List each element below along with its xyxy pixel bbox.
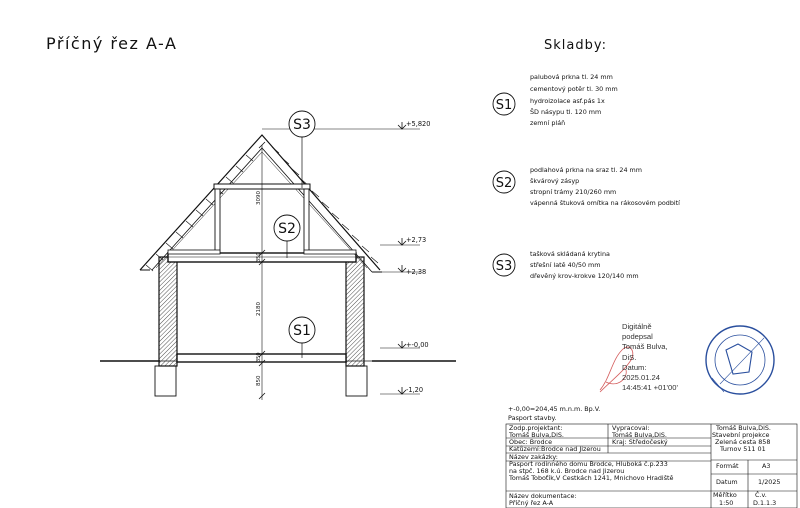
tb-kraj: Kraj: Středočeský — [612, 438, 668, 446]
signature-line-5: Datum: — [622, 362, 647, 372]
layer-s2-line-3: stropní trámy 210/260 mm — [530, 188, 617, 196]
marker-label-s1: S1 — [293, 323, 311, 339]
signature-line-7: 14:45:41 +01'00' — [622, 383, 678, 393]
level-foundation: -1,20 — [406, 386, 424, 394]
tb-zakazka-line-1: Pasport rodinného domu Brodce, Hluboká č.p.233 — [509, 460, 668, 468]
tb-company-line-4: Turnov 511 01 — [720, 445, 766, 453]
level-attic-floor: +2,38 — [406, 268, 427, 276]
dim-floor-height: 2180 — [256, 302, 262, 316]
wall-right — [346, 257, 364, 366]
layer-s2-line-4: vápenná štuková omítka na rákosovém podbití — [530, 199, 680, 207]
tb-zodp-value: Tomáš Bulva,DiS. — [509, 431, 564, 439]
foundation-left — [155, 366, 176, 396]
tb-zakazka-line-2: na stpč. 168 k.ú. Brodce nad Jizerou — [509, 467, 625, 475]
dim-floor-thickness: 350 — [256, 352, 262, 362]
strut-right — [304, 250, 356, 254]
layer-s3-line-1: tašková skládaná krytina — [530, 250, 610, 258]
dim-attic: 3090 — [256, 191, 262, 205]
tb-format-value: A3 — [762, 462, 771, 470]
layer-label-s1: S1 — [495, 98, 513, 113]
marker-label-s2: S2 — [278, 221, 296, 237]
layer-s1-line-1: palubová prkna tl. 24 mm — [530, 73, 613, 81]
layer-s1-line-3: hydroizolace asf.pás 1x — [530, 97, 605, 105]
layers-heading: Skladby: — [544, 38, 607, 53]
layer-s3-line-3: dřevěný krov-krokve 120/140 mm — [530, 272, 639, 280]
digital-signature — [622, 322, 678, 393]
tb-obec: Obec: Brodce — [509, 438, 552, 446]
layer-s2-line-1: podlahová prkna na sraz tl. 24 mm — [530, 166, 643, 174]
level-ground: +-0,00 — [406, 341, 429, 349]
drawing-title: Příčný řez A-A — [46, 34, 178, 53]
tb-zakazka-label: Název zakázky: — [509, 453, 558, 461]
signature-line-2: podepsal — [622, 332, 653, 342]
layer-s1-line-5: zemní pláň — [530, 119, 566, 127]
layer-s1-line-2: cementový potěr tl. 30 mm — [530, 85, 618, 93]
layer-label-s2: S2 — [495, 176, 513, 191]
tb-cislo-label: Č.v. — [755, 491, 767, 499]
signature-line-1: Digitálně — [622, 322, 652, 331]
level-attic-top: +2,73 — [406, 236, 427, 244]
layer-s2-line-2: škvárový zásyp — [530, 177, 580, 185]
strut-left — [168, 250, 220, 254]
signature-line-3: Tomáš Bulva, — [622, 342, 668, 352]
tb-company-line-3: Zelená cesta 858 — [715, 438, 771, 446]
post-right — [304, 189, 309, 253]
post-left — [215, 189, 220, 253]
signature-line-6: 2025.01.24 — [622, 373, 661, 383]
marker-label-s3: S3 — [293, 117, 311, 133]
tb-vypracoval-value: Tomáš Bulva,DiS. — [612, 431, 667, 439]
tb-dokumentace-value: Příčný řez A-A — [509, 499, 554, 507]
tb-cislo-value: D.1.1.3 — [753, 499, 777, 507]
tb-meritko-value: 1:50 — [719, 499, 734, 507]
tb-company-line-2: Stavební projekce — [712, 431, 770, 439]
tb-datum-label: Datum — [716, 478, 738, 486]
tb-katastr: Katůzemí:Brodce nad Jizerou — [509, 445, 601, 453]
layer-s1-line-4: ŠD násypu tl. 120 mm — [530, 108, 602, 116]
tb-vypracoval-label: Vypracoval: — [612, 424, 650, 432]
wall-left — [159, 257, 177, 366]
tb-zakazka-line-3: Tomáš Toboťík,V Cestkách 1241, Mnichovo Hradiště — [509, 474, 674, 482]
dim-foundation: 850 — [256, 375, 262, 386]
tb-datum-value: 1/2025 — [758, 478, 781, 486]
level-ridge: +5,820 — [406, 120, 431, 128]
tb-zodp-label: Zodp.projektant: — [509, 424, 563, 432]
stamp-graphic — [706, 326, 774, 394]
tb-dokumentace-label: Název dokumentace: — [509, 492, 577, 500]
layer-label-s3: S3 — [495, 259, 513, 274]
signature-line-4: DiS. — [622, 352, 637, 362]
tb-meritko-label: Měřítko — [713, 491, 737, 499]
elevation-note: +-0,00=204,45 m.n.m. Bp.V. — [508, 405, 601, 413]
pasport-note: Pasport stavby. — [508, 414, 557, 422]
dim-ceiling: 350 — [256, 252, 262, 262]
layer-s3-line-2: střešní latě 40/50 mm — [530, 261, 601, 269]
tb-company-line-1: Tomáš Bulva,DiS. — [716, 424, 771, 432]
foundation-right — [346, 366, 367, 396]
tb-format-label: Formát — [716, 462, 739, 470]
